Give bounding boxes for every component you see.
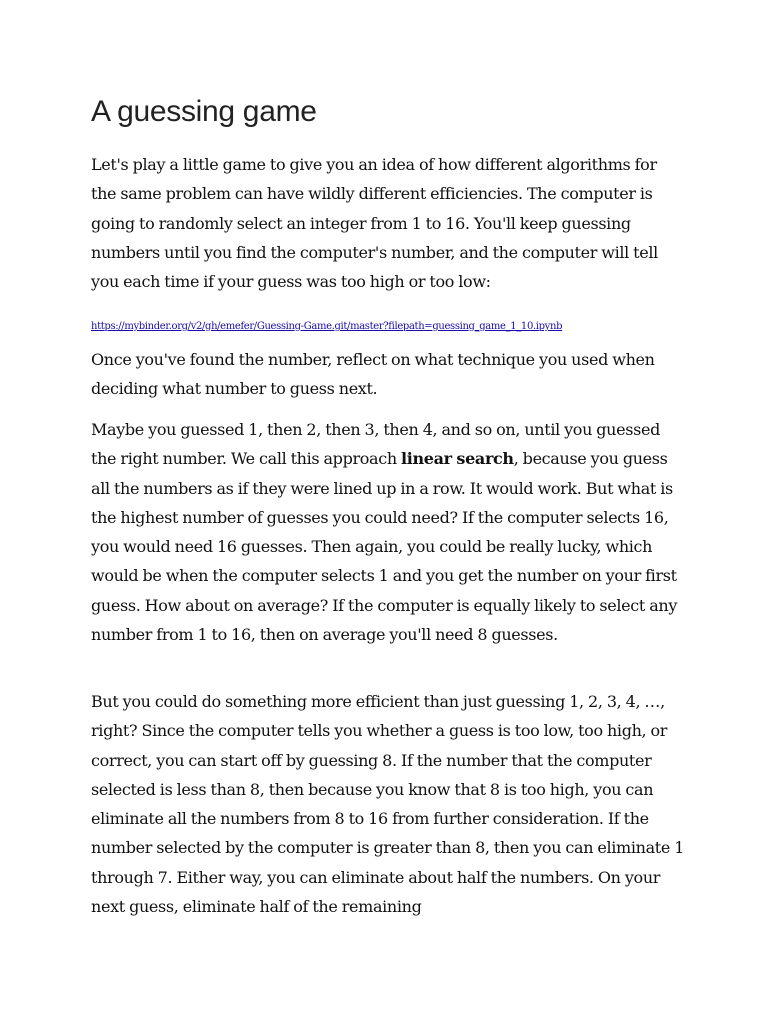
- reflect-paragraph: Once you've found the number, reflect on what technique you used when deciding what number to guess next.: [91, 350, 655, 399]
- page-title: A guessing game: [91, 95, 317, 128]
- intro-paragraph: Let's play a little game to give you an idea of how different algorithms for the same problem can have wildly different efficiencies. The computer is going to randomly select an integer from 1 to 16. You'll keep guessing numbers until you find the computer's number, and the computer will tell you each time if your guess was too high or too low:: [91, 155, 658, 292]
- linear-search-term: linear search: [401, 449, 514, 469]
- efficient-guess-paragraph: But you could do something more efficient than just guessing 1, 2, 3, 4, …, right? Since the computer tells you whether a guess is too low, too high, or correct, you can start off by guessing 8. If the number that the computer selected is less than 8, then because you know that 8 is too high, you can eliminate all the numbers from 8 to 16 from further consideration. If the number selected by the computer is greater than 8, then you can eliminate 1 through 7. Either way, you can eliminate about half the numbers. On your next guess, eliminate half of the remaining: [91, 692, 685, 917]
- link-row: [91, 316, 562, 334]
- linear-search-text-before: Maybe you guessed 1, then 2, then 3, then 4, and so on, until you guessed the right number. We call this approach: [91, 420, 660, 469]
- linear-search-text-after: , because you guess all the numbers as if they were lined up in a row. It would work. But what is the highest number of guesses you could need? If the computer selects 16, you would need 16 guesses. Then again, you could be really lucky, which would be when the computer selects 1 and you get the number on your first guess. How about on average? If the computer is equally likely to select any number from 1 to 16, then on average you'll need 8 guesses.: [91, 449, 678, 645]
- binder-notebook-link[interactable]: https://mybinder.org/v2/gh/emefer/Guessing-Game.git/master?filepath=guessing_game_1_10.ipynb: [91, 321, 563, 332]
- linear-search-paragraph: [91, 415, 686, 649]
